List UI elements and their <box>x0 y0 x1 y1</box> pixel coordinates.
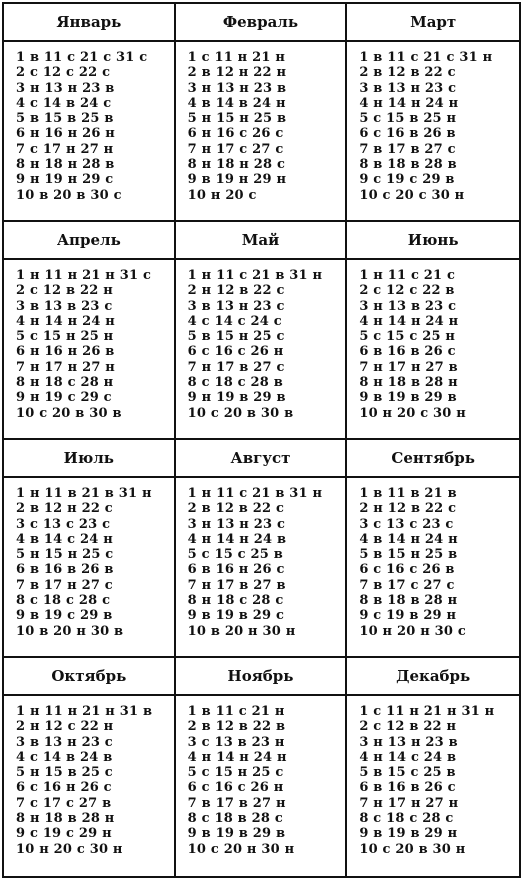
day-line: 7 в 17 в 27 н <box>187 795 286 811</box>
month-header: Июль <box>4 440 174 478</box>
month-cell-april <box>4 222 176 440</box>
day-line: 6 н 16 с 26 с <box>187 126 284 142</box>
month-cell-june <box>347 222 519 440</box>
month-body <box>176 260 346 421</box>
day-line: 3 в 13 н 23 с <box>16 734 113 750</box>
month-cell-august <box>176 440 348 658</box>
day-line: 8 с 18 с 28 с <box>359 811 454 827</box>
day-line: 6 с 16 с 26 н <box>187 344 284 360</box>
day-line: 1 в 11 с 21 н <box>187 704 285 719</box>
day-line: 2 в 12 в 22 в <box>187 719 286 735</box>
day-line: 10 с 20 с 30 н <box>359 187 465 203</box>
day-line: 3 в 13 н 23 с <box>187 298 285 314</box>
day-line: 1 н 11 н 21 н 31 с <box>16 268 152 283</box>
day-line: 4 н 14 с 24 в <box>359 749 457 765</box>
month-body <box>4 42 174 203</box>
month-body <box>176 696 346 857</box>
day-line: 8 с 18 в 28 с <box>187 811 283 827</box>
day-line: 2 в 12 в 22 с <box>187 501 285 517</box>
day-line: 10 н 20 н 30 с <box>359 623 466 639</box>
day-line: 6 с 16 с 26 в <box>359 562 455 578</box>
month-header: Ноябрь <box>176 658 346 696</box>
day-line: 8 н 18 н 28 с <box>187 157 286 173</box>
day-line: 10 в 20 н 30 в <box>16 623 124 639</box>
month-header: Апрель <box>4 222 174 260</box>
day-line: 7 н 17 в 27 с <box>187 359 285 375</box>
month-header: Февраль <box>176 4 346 42</box>
day-line: 1 в 11 с 21 с 31 с <box>16 50 148 65</box>
day-line: 2 с 12 с 22 с <box>16 65 111 81</box>
month-cell-may <box>176 222 348 440</box>
month-cell-january <box>4 4 176 222</box>
day-line: 3 с 13 в 23 н <box>187 734 285 750</box>
day-line: 4 в 14 с 24 н <box>16 531 113 547</box>
day-line: 5 в 15 в 25 в <box>16 111 114 127</box>
day-line: 7 н 17 н 27 н <box>359 795 459 811</box>
day-line: 3 н 13 н 23 в <box>16 80 115 96</box>
month-body <box>4 478 174 639</box>
day-line: 7 с 17 н 27 н <box>16 141 114 157</box>
day-line: 2 с 12 в 22 н <box>16 283 113 299</box>
month-body <box>176 478 346 639</box>
day-line: 6 н 16 н 26 н <box>16 126 116 142</box>
month-body <box>4 260 174 421</box>
month-body <box>347 696 519 857</box>
day-line: 9 в 19 в 29 н <box>359 826 458 842</box>
day-line: 2 в 12 в 22 с <box>359 65 456 81</box>
day-line: 3 с 13 с 23 с <box>359 516 454 532</box>
day-line: 3 н 13 н 23 в <box>187 80 287 96</box>
day-line: 10 н 20 с <box>187 187 257 203</box>
month-body <box>347 260 519 421</box>
calendar-table <box>2 2 521 878</box>
day-line: 2 н 12 в 22 с <box>359 501 457 517</box>
day-line: 5 н 15 н 25 с <box>16 547 114 563</box>
day-line: 10 н 20 с 30 н <box>359 405 466 421</box>
month-header: Июнь <box>347 222 519 260</box>
day-line: 9 в 19 н 29 н <box>187 172 287 188</box>
day-line: 9 с 19 с 29 в <box>359 172 455 188</box>
month-cell-july <box>4 440 176 658</box>
day-line: 8 в 18 в 28 в <box>359 157 457 173</box>
day-line: 8 в 18 в 28 н <box>359 593 458 609</box>
day-line: 5 с 15 с 25 в <box>187 547 283 563</box>
day-line: 5 в 15 н 25 с <box>187 329 285 345</box>
month-cell-november <box>176 658 348 876</box>
day-line: 7 н 17 с 27 с <box>187 141 284 157</box>
day-line: 3 в 13 в 23 с <box>16 298 113 314</box>
day-line: 1 н 11 с 21 с <box>359 268 456 283</box>
day-line: 4 с 14 с 24 с <box>187 313 282 329</box>
day-line: 4 н 14 н 24 н <box>187 749 287 765</box>
day-line: 6 с 16 с 26 н <box>187 780 284 796</box>
day-line: 8 н 18 с 28 н <box>16 375 114 391</box>
day-line: 7 н 17 в 27 в <box>187 577 286 593</box>
day-line: 9 в 19 с 29 в <box>16 608 113 624</box>
day-line: 7 н 17 н 27 н <box>16 359 116 375</box>
month-body <box>347 42 519 203</box>
day-line: 6 в 16 в 26 с <box>359 344 456 360</box>
day-line: 2 в 12 н 22 н <box>187 65 287 81</box>
day-line: 9 в 19 в 29 в <box>359 390 457 406</box>
day-line: 1 н 11 с 21 в 31 н <box>187 486 323 501</box>
day-line: 4 в 14 н 24 н <box>359 531 458 547</box>
month-header: Май <box>176 222 346 260</box>
day-line: 7 в 17 с 27 с <box>359 577 455 593</box>
month-cell-february <box>176 4 348 222</box>
day-line: 5 с 15 н 25 н <box>16 329 114 345</box>
day-line: 1 н 11 с 21 в 31 н <box>187 268 323 283</box>
day-line: 1 н 11 н 21 н 31 в <box>16 704 153 719</box>
day-line: 5 в 15 с 25 в <box>359 765 456 781</box>
day-line: 5 с 15 с 25 н <box>359 329 456 345</box>
day-line: 6 в 16 н 26 с <box>187 562 285 578</box>
day-line: 6 с 16 н 26 с <box>16 780 112 796</box>
day-line: 9 с 19 с 29 н <box>16 826 112 842</box>
month-header: Октябрь <box>4 658 174 696</box>
day-line: 6 с 16 в 26 в <box>359 126 456 142</box>
day-line: 10 с 20 в 30 н <box>359 841 466 857</box>
day-line: 5 с 15 н 25 с <box>187 765 284 781</box>
day-line: 2 н 12 в 22 с <box>187 283 285 299</box>
day-line: 7 н 17 н 27 в <box>359 359 458 375</box>
day-line: 5 н 15 н 25 в <box>187 111 287 127</box>
day-line: 8 н 18 в 28 н <box>359 375 458 391</box>
month-body <box>176 42 346 203</box>
day-line: 10 с 20 в 30 в <box>187 405 294 421</box>
day-line: 2 с 12 в 22 н <box>359 719 457 735</box>
day-line: 10 с 20 в 30 в <box>16 405 122 421</box>
month-cell-march <box>347 4 519 222</box>
month-cell-september <box>347 440 519 658</box>
day-line: 9 в 19 в 29 с <box>187 608 285 624</box>
day-line: 4 н 14 н 24 н <box>359 95 459 111</box>
month-header: Сентябрь <box>347 440 519 478</box>
day-line: 3 н 13 в 23 с <box>359 298 457 314</box>
day-line: 4 с 14 в 24 в <box>16 749 113 765</box>
day-line: 10 в 20 н 30 н <box>187 623 296 639</box>
day-line: 3 с 13 с 23 с <box>16 516 111 532</box>
day-line: 9 в 19 в 29 в <box>187 826 286 842</box>
day-line: 1 в 11 с 21 с 31 н <box>359 50 493 65</box>
day-line: 3 н 13 н 23 с <box>187 516 286 532</box>
day-line: 1 с 11 н 21 н <box>187 50 286 65</box>
day-line: 7 с 17 с 27 в <box>16 795 112 811</box>
day-line: 1 н 11 в 21 в 31 н <box>16 486 152 501</box>
day-line: 2 с 12 с 22 в <box>359 283 455 299</box>
month-cell-december <box>347 658 519 876</box>
day-line: 4 н 14 н 24 в <box>187 531 287 547</box>
day-line: 1 с 11 н 21 н 31 н <box>359 704 495 719</box>
day-line: 9 н 19 н 29 с <box>16 172 114 188</box>
day-line: 7 в 17 н 27 с <box>16 577 113 593</box>
day-line: 9 н 19 в 29 в <box>187 390 286 406</box>
day-line: 3 н 13 н 23 в <box>359 734 458 750</box>
day-line: 2 в 12 н 22 с <box>16 501 113 517</box>
day-line: 9 с 19 в 29 н <box>359 608 457 624</box>
day-line: 4 н 14 н 24 н <box>359 313 459 329</box>
day-line: 9 н 19 с 29 с <box>16 390 112 406</box>
day-line: 8 с 18 с 28 с <box>16 593 111 609</box>
month-header: Март <box>347 4 519 42</box>
day-line: 8 н 18 н 28 в <box>16 157 115 173</box>
day-line: 7 в 17 в 27 с <box>359 141 456 157</box>
day-line: 4 в 14 в 24 н <box>187 95 286 111</box>
day-line: 10 н 20 с 30 н <box>16 841 123 857</box>
day-line: 8 с 18 с 28 в <box>187 375 283 391</box>
month-cell-october <box>4 658 176 876</box>
day-line: 6 в 16 в 26 с <box>359 780 456 796</box>
day-line: 4 н 14 н 24 н <box>16 313 116 329</box>
day-line: 10 в 20 в 30 с <box>16 187 122 203</box>
day-line: 6 в 16 в 26 в <box>16 562 114 578</box>
month-header: Август <box>176 440 346 478</box>
month-header: Январь <box>4 4 174 42</box>
day-line: 10 с 20 н 30 н <box>187 841 295 857</box>
day-line: 8 н 18 в 28 н <box>16 811 115 827</box>
day-line: 2 н 12 с 22 н <box>16 719 114 735</box>
day-line: 5 н 15 в 25 с <box>16 765 113 781</box>
month-body <box>347 478 519 639</box>
day-line: 3 в 13 н 23 с <box>359 80 457 96</box>
day-line: 1 в 11 в 21 в <box>359 486 457 501</box>
day-line: 5 с 15 в 25 н <box>359 111 457 127</box>
month-body <box>4 696 174 857</box>
month-header: Декабрь <box>347 658 519 696</box>
day-line: 5 в 15 н 25 в <box>359 547 458 563</box>
day-line: 8 н 18 с 28 с <box>187 593 284 609</box>
day-line: 6 н 16 н 26 в <box>16 344 115 360</box>
day-line: 4 с 14 в 24 с <box>16 95 112 111</box>
